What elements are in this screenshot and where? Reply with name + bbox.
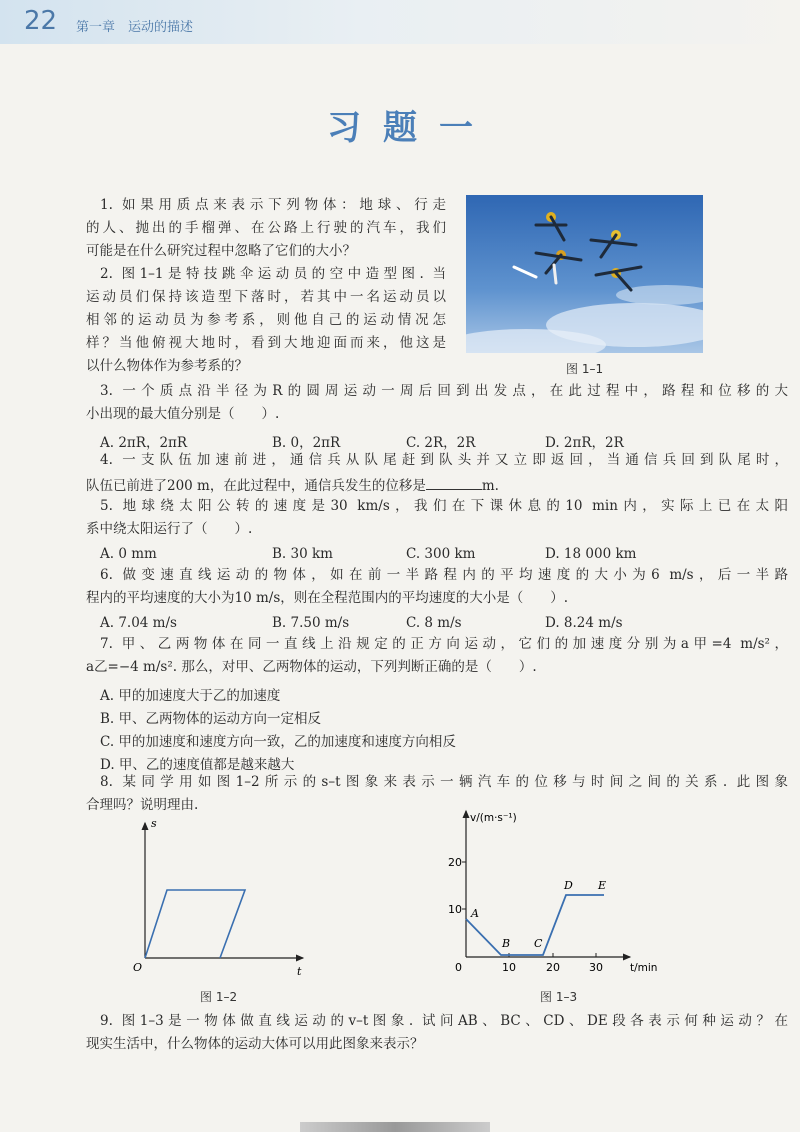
q4-line2 [86,477,499,494]
q6-option-c: C. 8 m/s [406,615,462,631]
fig3-xtick-label-30: 30 [589,961,603,974]
q3-option-c: C. 2R，2R [406,435,476,451]
fig3-xtick-label-10: 10 [502,961,516,974]
q7-option-c: C. 甲的加速度和速度方向一致，乙的加速度和速度方向相反 [100,734,456,750]
q1-line3: 可能是在什么研究过程中忽略了它们的大小？ [86,243,356,259]
q2-line1: 2. 图1–1是特技跳伞运动员的空中造型图. 当 [100,266,446,282]
answer-blank [426,477,482,490]
q6-line1: 6. 做变速直线运动的物体，如在前一半路程内的平均速度的大小为6 m/s，后一半路 [100,567,788,583]
fig2-xlabel: t [297,965,302,978]
q2-line4: 样？当他俯视大地时，看到大地迎面而来，他这是 [86,335,446,351]
fig3-origin: 0 [455,961,462,974]
fig3-point-e: E [598,879,607,892]
fig3-xlabel: t/min [630,962,658,974]
q9-line2: 现实生活中，什么物体的运动大体可以用此图象来表示？ [86,1036,424,1052]
fig2-ylabel: s [151,817,157,830]
q4-unit: m. [481,478,499,494]
q5-option-a: A. 0 mm [100,546,157,562]
q8-line1: 8. 某同学用如图1–2所示的s–t图象来表示一辆汽车的位移与时间之间的关系. 此图象 [100,774,788,790]
q2-line2: 运动员们保持该造型下落时，若其中一名运动员以 [86,289,446,305]
q3-line1: 3. 一个质点沿半径为R的圆周运动一周后回到出发点，在此过程中，路程和位移的大 [100,383,788,399]
page-footer-bar [300,1122,490,1132]
q4-line1: 4. 一支队伍加速前进，通信兵从队尾赶到队头并又立即返回，当通信兵回到队尾时， [100,452,788,468]
q1-line2: 的人、抛出的手榴弹、在公路上行驶的汽车，我们 [86,220,446,236]
q5-line1: 5. 地球绕太阳公转的速度是30 km/s，我们在下课休息的10 min内，实际上已在太阳 [100,498,788,514]
q6-option-d: D. 8.24 m/s [545,615,623,631]
page-header [0,0,800,44]
q5-option-d: D. 18 000 km [545,546,637,562]
fig3-point-b: B [502,937,511,950]
q3-option-b: B. 0，2πR [272,435,341,451]
q2-line5: 以什么物体作为参考系的？ [86,358,248,374]
fig1-caption: 图 1–1 [566,362,604,376]
q3-line2: 小出现的最大值分别是（ ）. [86,406,280,422]
fig3-point-c: C [534,937,543,950]
fig3-xtick-label-20: 20 [546,961,560,974]
q3-option-a: A. 2πR，2πR [100,435,188,451]
q4-line2-text: 队伍已前进了200 m，在此过程中，通信兵发生的位移是 [86,478,426,494]
q5-line2: 系中绕太阳运行了（ ）. [86,521,253,537]
q7-line1: 7. 甲、乙两物体在同一直线上沿规定的正方向运动，它们的加速度分别为a甲=4 m/s²， [100,636,788,652]
fig3-point-d: D [564,879,573,892]
fig2-caption: 图 1–2 [200,990,238,1004]
fig3-vt-graph [440,805,670,980]
fig3-ytick-label-20: 20 [448,856,462,869]
skydivers-photo [466,195,703,353]
q7-option-a: A. 甲的加速度大于乙的加速度 [100,688,281,704]
q5-option-c: C. 300 km [406,546,476,562]
q6-option-a: A. 7.04 m/s [100,615,177,631]
q6-line2: 程内的平均速度的大小为10 m/s，则在全程范围内的平均速度的大小是（ ）. [86,590,569,606]
q6-option-b: B. 7.50 m/s [272,615,350,631]
q3-option-d: D. 2πR，2R [545,435,624,451]
q7-option-d: D. 甲、乙的速度值都是越来越大 [100,757,295,773]
fig3-ylabel: v/(m·s⁻¹) [470,812,517,824]
page-number: 22 [24,6,58,36]
q7-line2: a乙=−4 m/s². 那么，对甲、乙两物体的运动，下列判断正确的是（ ）. [86,659,537,675]
q9-line1: 9. 图1–3是一物体做直线运动的v–t图象. 试问AB、BC、CD、DE段各表示何种运动？在 [100,1013,788,1029]
fig2-st-graph [125,815,315,985]
q7-option-b: B. 甲、乙两物体的运动方向一定相反 [100,711,322,727]
q1-line1: 1. 如果用质点来表示下列物体：地球、行走 [100,197,446,213]
exercise-title: 习题一 [327,108,495,148]
fig2-curve [145,890,245,958]
chapter-title: 第一章 运动的描述 [76,20,194,35]
fig3-point-a: A [471,907,479,920]
q2-line3: 相邻的运动员为参考系，则他自己的运动情况怎 [86,312,446,328]
q8-line2: 合理吗？说明理由. [86,797,199,813]
fig2-origin: O [133,961,143,974]
fig3-ytick-label-10: 10 [448,903,462,916]
q5-option-b: B. 30 km [272,546,333,562]
fig3-caption: 图 1–3 [540,990,578,1004]
